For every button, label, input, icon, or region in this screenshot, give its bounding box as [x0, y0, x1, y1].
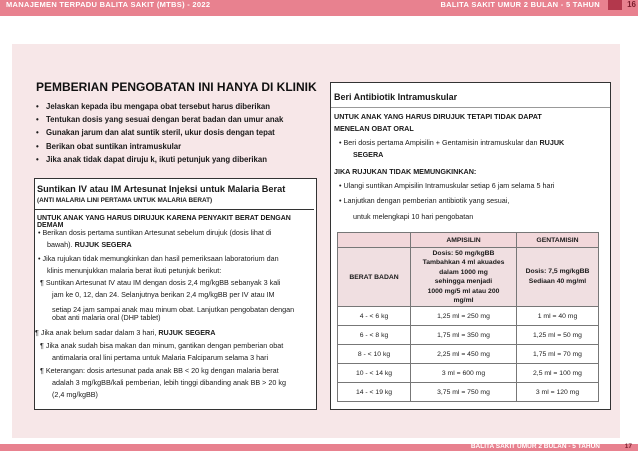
artesunate-title: Suntikan IV atau IM Artesunat Injeksi untuk Malaria Berat: [37, 184, 286, 194]
list-item: • Tentukan dosis yang sesuai dengan berat badan dan umur anak: [36, 113, 316, 126]
list-item: • Berikan obat suntikan intramuskular: [36, 140, 316, 153]
text-line: • Berikan dosis pertama suntikan Artesunat sebelum dirujuk (dosis lihat di: [38, 228, 272, 237]
text-line-part: bawah).: [47, 240, 75, 249]
ampicillin-dose: [411, 248, 517, 307]
text-line: adalah 3 mg/kgBB/kali pemberian, lebih tinggi dibanding anak BB > 20 kg: [52, 378, 286, 387]
table-row: [338, 364, 599, 383]
antibiotic-heading: MENELAN OBAT ORAL: [334, 124, 414, 133]
text-line: [47, 240, 132, 250]
table-cell: 3 ml = 600 mg: [411, 364, 517, 383]
table-cell: 1,25 ml = 50 mg: [517, 326, 599, 345]
text-line: • Jika rujukan tidak memungkinkan dan hasil pemeriksaan laboratorium dan: [38, 254, 279, 263]
list-item: • Gunakan jarum dan alat suntik steril, ukur dosis dengan tepat: [36, 126, 316, 139]
table-cell: 14 - < 19 kg: [338, 383, 411, 402]
table-header: [338, 233, 411, 248]
table-cell-line: Sediaan 40 mg/ml: [528, 278, 587, 285]
table-cell: 2,25 ml = 450 mg: [411, 345, 517, 364]
refer-label: RUJUK: [539, 138, 565, 147]
text-line: obat anti malaria oral (DHP tablet): [52, 313, 161, 322]
table-header-row: [338, 233, 599, 248]
table-cell: 1,75 ml = 70 mg: [517, 345, 599, 364]
table-cell: 3,75 ml = 750 mg: [411, 383, 517, 402]
gentamicin-dose: [517, 248, 599, 307]
table-header: GENTAMISIN: [517, 233, 599, 248]
header-title: MANAJEMEN TERPADU BALITA SAKIT (MTBS) - 2022: [6, 0, 211, 9]
table-cell-line: Tambahkan 4 ml akuades: [422, 259, 505, 266]
table-cell: 2,5 ml = 100 mg: [517, 364, 599, 383]
header-section-title: BALITA SAKIT UMUR 2 BULAN - 5 TAHUN: [440, 0, 600, 9]
text-line-part: ¶ Jika anak belum sadar dalam 3 hari,: [35, 328, 159, 337]
text-line: ¶ Suntikan Artesunat IV atau IM dengan dosis 2,4 mg/kgBB sebanyak 3 kali: [40, 278, 281, 287]
table-cell-line: 1000 mg/5 ml atau 200: [427, 287, 500, 295]
text-line: • Ulangi suntikan Ampisilin Intramuskular setiap 6 jam selama 5 hari: [339, 181, 555, 190]
footer-title: BALITA SAKIT UMUR 2 BULAN - 5 TAHUN: [470, 443, 600, 450]
clinic-instructions: [36, 100, 316, 166]
table-header: AMPISILIN: [411, 233, 517, 248]
table-row: [338, 326, 599, 345]
text-line: [339, 138, 564, 148]
antibiotic-heading: JIKA RUJUKAN TIDAK MEMUNGKINKAN:: [334, 167, 477, 176]
text-line: setiap 24 jam sampai anak mau minum obat. Lanjutkan pengobatan dengan: [52, 305, 295, 314]
refer-label: SEGERA: [353, 150, 384, 159]
artesunate-section: [34, 178, 317, 410]
text-line-part: • Beri dosis pertama Ampisilin + Gentamisin intramuskular dan: [339, 138, 540, 147]
table-cell-line: Dosis: 50 mg/kgBB: [432, 249, 495, 257]
text-line: ¶ Jika anak sudah bisa makan dan minum, gantikan dengan pemberian obat: [40, 341, 284, 350]
antibiotic-heading: UNTUK ANAK YANG HARUS DIRUJUK TETAPI TIDAK DAPAT: [334, 112, 542, 121]
table-cell: 8 - < 10 kg: [338, 345, 411, 364]
page-marker: [608, 0, 622, 10]
text-line: antimalaria oral lini pertama untuk Malaria Falciparum selama 3 hari: [52, 353, 269, 362]
clinic-title: PEMBERIAN PENGOBATAN INI HANYA DI KLINIK: [36, 80, 317, 94]
table-row: [338, 383, 599, 402]
weight-header: BERAT BADAN: [338, 248, 411, 307]
table-cell: 1 ml = 40 mg: [517, 307, 599, 326]
page-footer: [0, 444, 638, 451]
table-row: [338, 345, 599, 364]
table-cell: 6 - < 8 kg: [338, 326, 411, 345]
table-row: [338, 248, 599, 307]
table-cell: 10 - < 14 kg: [338, 364, 411, 383]
dosage-table: [337, 232, 599, 402]
divider: [331, 107, 610, 108]
table-cell-line: Dosis: 7,5 mg/kgBB: [525, 268, 590, 275]
table-cell: 4 - < 6 kg: [338, 307, 411, 326]
table-cell: 1,75 ml = 350 mg: [411, 326, 517, 345]
list-item: • Jika anak tidak dapat diruju k, ikuti petunjuk yang diberikan: [36, 153, 316, 166]
list-item: • Jelaskan kepada ibu mengapa obat tersebut harus diberikan: [36, 100, 316, 113]
page-number: 16: [627, 0, 636, 9]
table-cell: 3 ml = 120 mg: [517, 383, 599, 402]
page-header: [0, 0, 638, 16]
page-number: 17: [624, 443, 632, 450]
table-row: [338, 307, 599, 326]
text-line: untuk melengkapi 10 hari pengobatan: [353, 212, 474, 221]
antibiotic-title: Beri Antibiotik Intramuskular: [334, 92, 458, 102]
table-cell-line: mg/ml: [453, 297, 474, 304]
text-line: (2,4 mg/kgBB): [52, 390, 98, 399]
text-line: [35, 328, 215, 338]
table-cell: 1,25 ml = 250 mg: [411, 307, 517, 326]
artesunate-heading: UNTUK ANAK YANG HARUS DIRUJUK KARENA PENYAKIT BERAT DENGAN DEMAM: [37, 215, 291, 229]
text-line: klinis menunjukkan malaria berat ikuti petunjuk berikut:: [47, 266, 222, 275]
artesunate-subtitle: (ANTI MALARIA LINI PERTAMA UNTUK MALARIA BERAT): [37, 197, 213, 204]
refer-now-label: RUJUK SEGERA: [74, 240, 132, 249]
text-line: ¶ Keterangan: dosis artesunat pada anak BB < 20 kg dengan malaria berat: [40, 366, 279, 375]
refer-now-label: RUJUK SEGERA: [158, 328, 216, 337]
table-cell-line: sehingga menjadi: [434, 278, 493, 285]
text-line: • Lanjutkan dengan pemberian antibiotik yang sesuai,: [339, 196, 510, 205]
text-line: jam ke 0, 12, dan 24. Selanjutnya berikan 2,4 mg/kgBB per IV atau IM: [52, 290, 275, 299]
table-cell-line: dalam 1000 mg: [439, 268, 488, 276]
artesunate-title-box: [35, 179, 314, 210]
